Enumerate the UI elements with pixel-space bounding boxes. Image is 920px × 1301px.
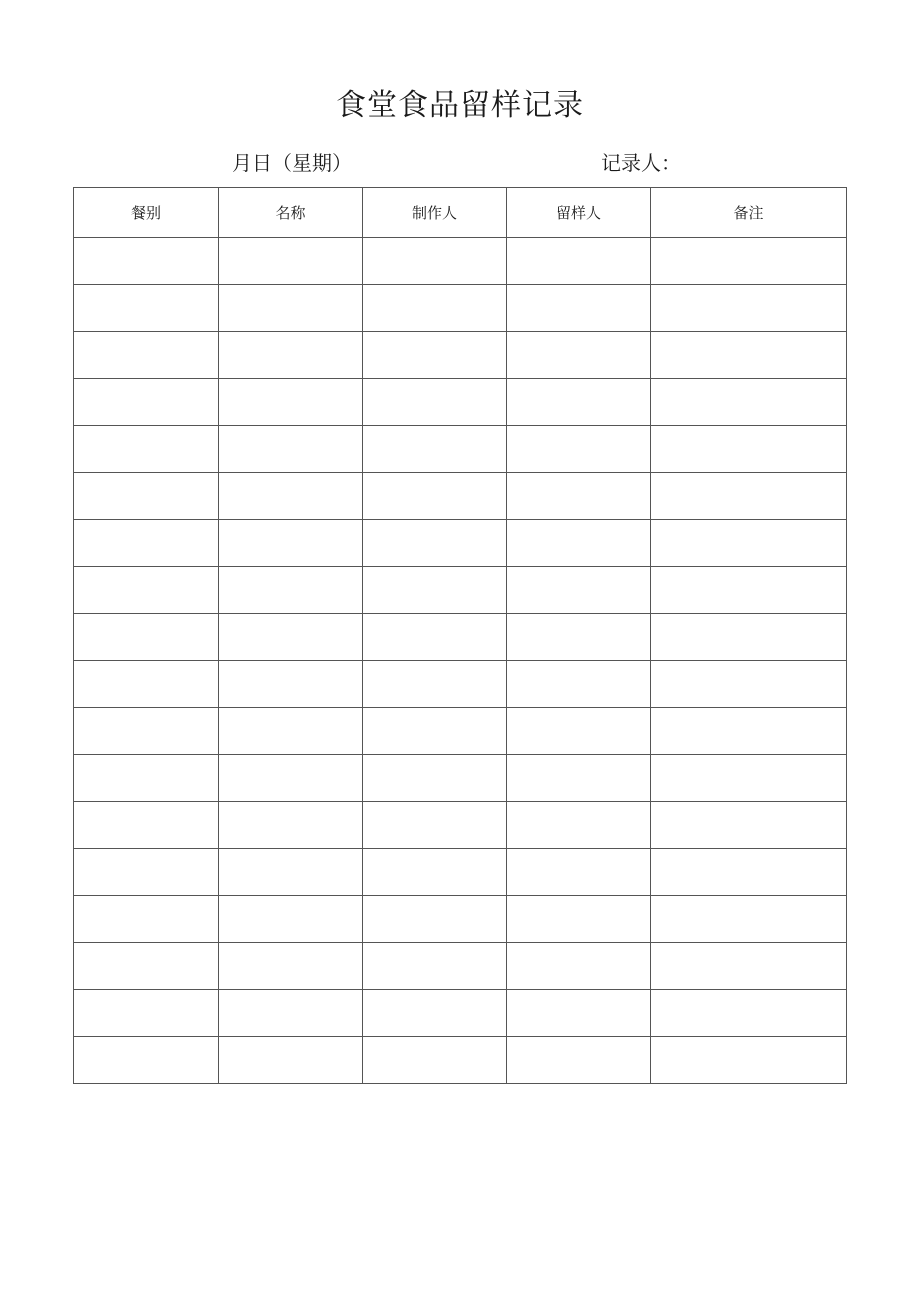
header-maker: 制作人 — [363, 188, 507, 238]
cell-remarks[interactable] — [651, 473, 847, 520]
table-row — [74, 426, 847, 473]
cell-name[interactable] — [219, 285, 363, 332]
cell-meal-type[interactable] — [74, 755, 219, 802]
cell-meal-type[interactable] — [74, 426, 219, 473]
document-title: 食堂食品留样记录 — [336, 88, 584, 123]
table-body — [74, 238, 847, 1084]
recorder-label: 记录人： — [601, 151, 681, 175]
cell-remarks[interactable] — [651, 520, 847, 567]
cell-name[interactable] — [219, 379, 363, 426]
cell-sampler[interactable] — [507, 755, 651, 802]
cell-maker[interactable] — [363, 285, 507, 332]
cell-name[interactable] — [219, 1037, 363, 1084]
cell-name[interactable] — [219, 849, 363, 896]
cell-sampler[interactable] — [507, 520, 651, 567]
cell-name[interactable] — [219, 614, 363, 661]
cell-remarks[interactable] — [651, 755, 847, 802]
cell-meal-type[interactable] — [74, 473, 219, 520]
table-row — [74, 614, 847, 661]
cell-remarks[interactable] — [651, 285, 847, 332]
table-row — [74, 896, 847, 943]
cell-maker[interactable] — [363, 708, 507, 755]
sample-record-table — [73, 187, 847, 1084]
cell-meal-type[interactable] — [74, 943, 219, 990]
cell-maker[interactable] — [363, 849, 507, 896]
cell-remarks[interactable] — [651, 332, 847, 379]
cell-meal-type[interactable] — [74, 379, 219, 426]
cell-meal-type[interactable] — [74, 238, 219, 285]
cell-meal-type[interactable] — [74, 520, 219, 567]
cell-sampler[interactable] — [507, 943, 651, 990]
cell-sampler[interactable] — [507, 379, 651, 426]
header-sampler: 留样人 — [507, 188, 651, 238]
cell-sampler[interactable] — [507, 473, 651, 520]
cell-sampler[interactable] — [507, 1037, 651, 1084]
cell-name[interactable] — [219, 332, 363, 379]
table-row — [74, 567, 847, 614]
cell-sampler[interactable] — [507, 426, 651, 473]
cell-maker[interactable] — [363, 379, 507, 426]
cell-remarks[interactable] — [651, 426, 847, 473]
cell-remarks[interactable] — [651, 990, 847, 1037]
cell-sampler[interactable] — [507, 238, 651, 285]
cell-sampler[interactable] — [507, 661, 651, 708]
cell-name[interactable] — [219, 520, 363, 567]
cell-name[interactable] — [219, 990, 363, 1037]
cell-remarks[interactable] — [651, 238, 847, 285]
cell-meal-type[interactable] — [74, 661, 219, 708]
cell-meal-type[interactable] — [74, 990, 219, 1037]
cell-maker[interactable] — [363, 755, 507, 802]
table-row — [74, 520, 847, 567]
cell-meal-type[interactable] — [74, 567, 219, 614]
cell-maker[interactable] — [363, 567, 507, 614]
cell-maker[interactable] — [363, 614, 507, 661]
cell-name[interactable] — [219, 426, 363, 473]
cell-maker[interactable] — [363, 332, 507, 379]
table-header — [74, 188, 847, 238]
cell-sampler[interactable] — [507, 990, 651, 1037]
table-row — [74, 708, 847, 755]
cell-name[interactable] — [219, 567, 363, 614]
cell-name[interactable] — [219, 708, 363, 755]
cell-name[interactable] — [219, 802, 363, 849]
cell-sampler[interactable] — [507, 614, 651, 661]
cell-sampler[interactable] — [507, 849, 651, 896]
header-name: 名称 — [219, 188, 363, 238]
cell-maker[interactable] — [363, 520, 507, 567]
cell-meal-type[interactable] — [74, 285, 219, 332]
cell-remarks[interactable] — [651, 849, 847, 896]
cell-remarks[interactable] — [651, 1037, 847, 1084]
cell-name[interactable] — [219, 755, 363, 802]
cell-sampler[interactable] — [507, 896, 651, 943]
header-remarks: 备注 — [651, 188, 847, 238]
table-row — [74, 755, 847, 802]
table-row — [74, 238, 847, 285]
header-meal-type: 餐别 — [74, 188, 219, 238]
cell-sampler[interactable] — [507, 708, 651, 755]
cell-maker[interactable] — [363, 896, 507, 943]
cell-name[interactable] — [219, 473, 363, 520]
cell-meal-type[interactable] — [74, 332, 219, 379]
table-row — [74, 943, 847, 990]
cell-name[interactable] — [219, 896, 363, 943]
table-row — [74, 1037, 847, 1084]
cell-meal-type[interactable] — [74, 614, 219, 661]
cell-remarks[interactable] — [651, 379, 847, 426]
cell-maker[interactable] — [363, 1037, 507, 1084]
cell-sampler[interactable] — [507, 567, 651, 614]
cell-remarks[interactable] — [651, 708, 847, 755]
table-row — [74, 285, 847, 332]
cell-meal-type[interactable] — [74, 1037, 219, 1084]
cell-maker[interactable] — [363, 238, 507, 285]
cell-remarks[interactable] — [651, 661, 847, 708]
cell-sampler[interactable] — [507, 802, 651, 849]
cell-maker[interactable] — [363, 426, 507, 473]
table-row — [74, 473, 847, 520]
cell-maker[interactable] — [363, 943, 507, 990]
cell-meal-type[interactable] — [74, 896, 219, 943]
cell-remarks[interactable] — [651, 614, 847, 661]
date-label: 月日（星期） — [232, 151, 352, 175]
cell-maker[interactable] — [363, 473, 507, 520]
cell-meal-type[interactable] — [74, 802, 219, 849]
table-row — [74, 802, 847, 849]
table-row — [74, 661, 847, 708]
table-row — [74, 379, 847, 426]
cell-meal-type[interactable] — [74, 849, 219, 896]
cell-meal-type[interactable] — [74, 708, 219, 755]
cell-remarks[interactable] — [651, 802, 847, 849]
cell-name[interactable] — [219, 238, 363, 285]
cell-remarks[interactable] — [651, 567, 847, 614]
cell-maker[interactable] — [363, 990, 507, 1037]
cell-name[interactable] — [219, 943, 363, 990]
table-row — [74, 849, 847, 896]
table-row — [74, 332, 847, 379]
header-row — [74, 188, 847, 238]
cell-sampler[interactable] — [507, 332, 651, 379]
cell-sampler[interactable] — [507, 285, 651, 332]
cell-maker[interactable] — [363, 802, 507, 849]
cell-remarks[interactable] — [651, 943, 847, 990]
cell-remarks[interactable] — [651, 896, 847, 943]
cell-maker[interactable] — [363, 661, 507, 708]
cell-name[interactable] — [219, 661, 363, 708]
table-row — [74, 990, 847, 1037]
